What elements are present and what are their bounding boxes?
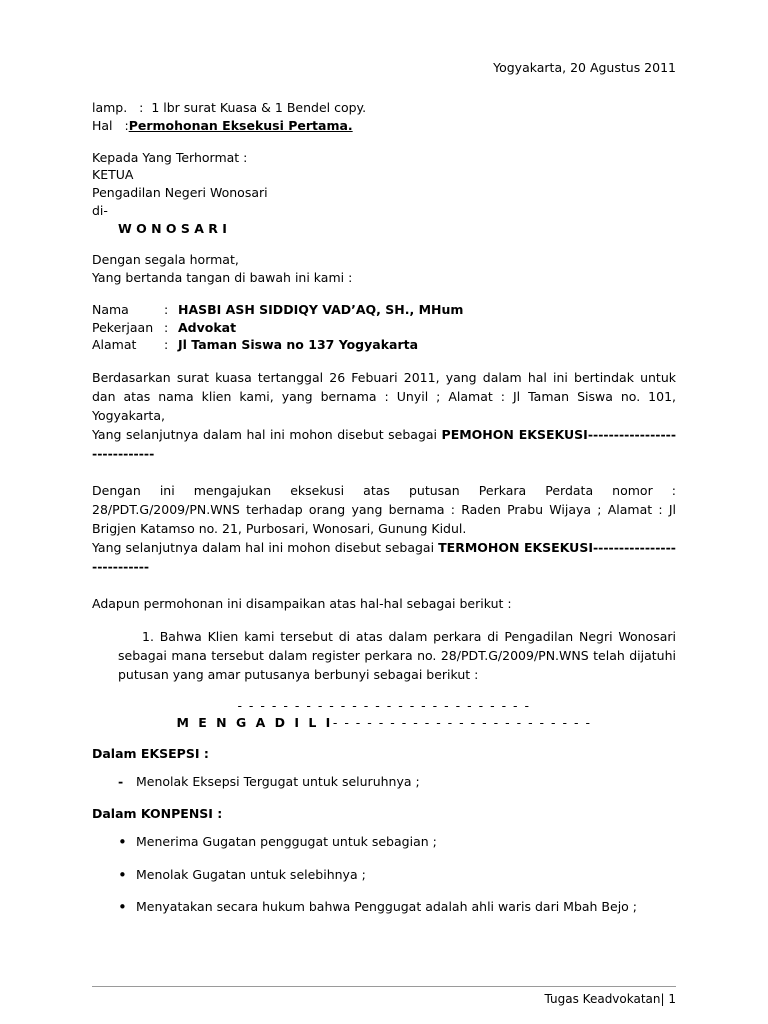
list-item [92,773,676,792]
greeting-block [92,251,676,287]
mengadili-label: M E N G A D I L I [176,715,333,730]
addressee-line-2: KETUA [92,167,134,183]
identity-row [92,319,676,337]
point-one: 1. Bahwa Klien kami tersebut di atas dalam perkara di Pengadilan Negri Wonosari sebagai mana tersebut dalam register perkara no. 28/PDT.G/2009/PN.WNS telah dijatuhi putusan yang amar putusanya berbunyi sebagai berikut : [118,629,676,682]
addressee-line-3: Pengadilan Negeri Wonosari [92,185,268,200]
hal-value: Permohonan Eksekusi Pertama. [128,117,353,133]
eksepsi-heading: Dalam EKSEPSI : [92,746,209,761]
date-line: Yogyakarta, 20 Agustus 2011 [493,60,676,75]
list-item-text: Menolak Gugatan untuk selebihnya ; [136,866,366,882]
bullet-marker: • [118,898,127,917]
footer-divider [92,986,676,987]
mengadili-line [92,715,676,730]
addressee-line-4: di- [92,202,108,218]
identity-label: Pekerjaan [92,319,154,335]
identity-value: HASBI ASH SIDDIQY VAD’AQ, SH., MHum [178,301,464,317]
addressee-block [92,149,676,238]
lamp-colon: : [139,100,144,115]
termohon-label: TERMOHON EKSEKUSI [438,540,593,555]
termohon-text: Dengan ini mengajukan eksekusi atas putusan Perkara Perdata nomor : 28/PDT.G/2009/PN.WNS terhadap orang yang bernama : Raden Prabu Wijaya ; Alamat : Jl Brigjen Katamso no. 21, Purbosari, Wonosari, Gunung Kidul. [92,483,676,536]
pemohon-designation [92,425,676,463]
list-item [92,898,676,917]
list-item-text: Menyatakan secara hukum bahwa Penggugat adalah ahli waris dari Mbah Bejo ; [136,899,638,915]
mengadili-block [92,698,676,730]
list-item [92,833,676,852]
list-item-text: Menolak Eksepsi Tergugat untuk seluruhnya ; [136,774,420,789]
identity-label: Nama [92,301,129,317]
list-item-text: Menerima Gugatan penggugat untuk sebagian ; [136,833,437,849]
mengadili-top-dashes: - - - - - - - - - - - - - - - - - - - - - - - - - - [237,698,531,713]
hal-colon: : [124,117,129,133]
identity-row [92,336,676,354]
lamp-line [92,99,676,117]
letter-reference-block [92,99,676,135]
identity-label: Alamat [92,337,137,353]
identity-colon: : [164,319,169,335]
hal-label: Hal [92,117,113,133]
dash-marker: - [118,774,124,789]
pemohon-label: PEMOHON EKSEKUSI [441,427,588,442]
identity-row [92,301,676,319]
footer-text: Tugas Keadvokatan| 1 [544,992,676,1006]
termohon-designation-text: Yang selanjutnya dalam hal ini mohon disebut sebagai [92,540,439,555]
greeting-line-1: Dengan segala hormat, [92,252,239,268]
konpensi-list [92,833,676,917]
list-item [92,866,676,885]
intro-points: Adapun permohonan ini disampaikan atas hal-hal sebagai berikut : [92,596,512,611]
pemohon-text: Berdasarkan surat kuasa tertanggal 26 Febuari 2011, yang dalam hal ini bertindak untuk dan atas nama klien kami, yang bernama : Unyil ; Alamat : Jl Taman Siswa no. 101, Yogyakarta, [92,370,676,423]
greeting-line-2: Yang bertanda tangan di bawah ini kami : [92,270,353,285]
page-footer [92,986,676,1006]
termohon-designation [92,538,676,576]
addressee-line-1: Kepada Yang Terhormat : [92,149,248,165]
bullet-marker: • [118,832,127,851]
lamp-label: lamp. [92,100,128,115]
addressee-city: W O N O S A R I [118,220,227,236]
identity-colon: : [164,337,169,353]
document-body [92,60,676,931]
identity-colon: : [164,301,169,317]
pemohon-designation-text: Yang selanjutnya dalam hal ini mohon disebut sebagai [92,427,442,442]
termohon-paragraph [92,481,676,576]
eksepsi-list [92,773,676,792]
konpensi-heading: Dalam KONPENSI : [92,805,223,821]
bullet-marker: • [118,865,127,884]
identity-block [92,301,676,354]
mengadili-trailing-dashes: - - - - - - - - - - - - - - - - - - - - - - - [332,715,592,730]
hal-line [92,117,676,135]
pemohon-dashes: ----------------------------- [92,427,677,461]
termohon-dashes: --------------------------- [92,540,676,574]
identity-value: Advokat [178,319,237,335]
pemohon-paragraph [92,368,676,463]
lamp-value: 1 lbr surat Kuasa & 1 Bendel copy. [151,100,367,115]
identity-value: Jl Taman Siswa no 137 Yogyakarta [178,337,419,353]
